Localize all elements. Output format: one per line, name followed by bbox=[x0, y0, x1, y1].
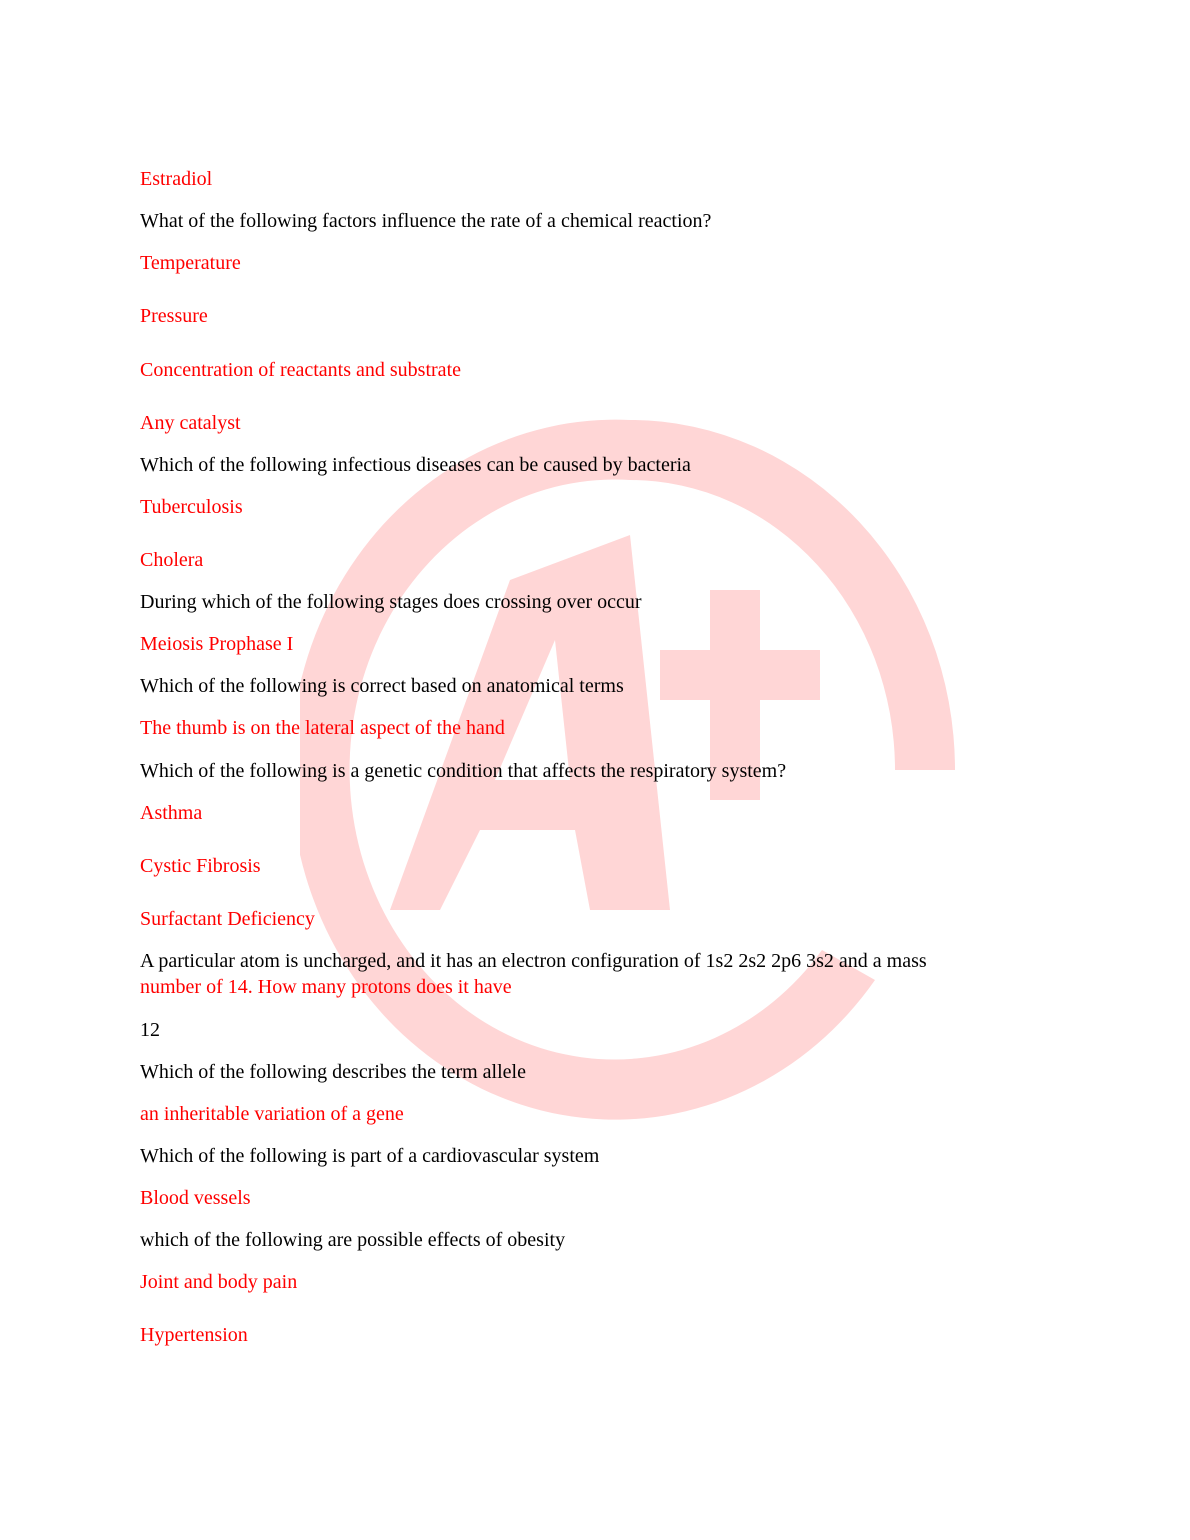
answer-line: Asthma bbox=[140, 802, 203, 824]
question-line: Which of the following describes the term allele bbox=[140, 1061, 526, 1083]
answer-line: Blood vessels bbox=[140, 1187, 251, 1209]
question-line: During which of the following stages does crossing over occur bbox=[140, 591, 642, 613]
answer-value: 12 bbox=[140, 1019, 160, 1041]
answer-line: Concentration of reactants and substrate bbox=[140, 359, 461, 381]
answer-line: Any catalyst bbox=[140, 412, 241, 434]
question-line: Which of the following is correct based on anatomical terms bbox=[140, 675, 624, 697]
question-line: Which of the following is part of a cardiovascular system bbox=[140, 1145, 600, 1167]
answer-line: an inheritable variation of a gene bbox=[140, 1103, 404, 1125]
answer-line: Surfactant Deficiency bbox=[140, 908, 315, 930]
question-line: Which of the following infectious diseases can be caused by bacteria bbox=[140, 454, 691, 476]
answer-line: number of 14. How many protons does it have bbox=[140, 976, 512, 998]
answer-line: Joint and body pain bbox=[140, 1271, 298, 1293]
question-line: What of the following factors influence the rate of a chemical reaction? bbox=[140, 210, 712, 232]
answer-line: Meiosis Prophase I bbox=[140, 633, 294, 655]
answer-line: Tuberculosis bbox=[140, 496, 243, 518]
answer-line: Estradiol bbox=[140, 168, 213, 190]
question-line: Which of the following is a genetic condition that affects the respiratory system? bbox=[140, 760, 787, 782]
answer-line: Pressure bbox=[140, 305, 208, 327]
answer-line: Cholera bbox=[140, 549, 204, 571]
answer-line: The thumb is on the lateral aspect of the hand bbox=[140, 717, 505, 739]
answer-line: Cystic Fibrosis bbox=[140, 855, 261, 877]
question-line: which of the following are possible effects of obesity bbox=[140, 1229, 566, 1251]
answer-line: Temperature bbox=[140, 252, 241, 274]
question-line: A particular atom is uncharged, and it has an electron configuration of 1s2 2s2 2p6 3s2 and a mass bbox=[140, 950, 927, 972]
answer-line: Hypertension bbox=[140, 1324, 248, 1346]
